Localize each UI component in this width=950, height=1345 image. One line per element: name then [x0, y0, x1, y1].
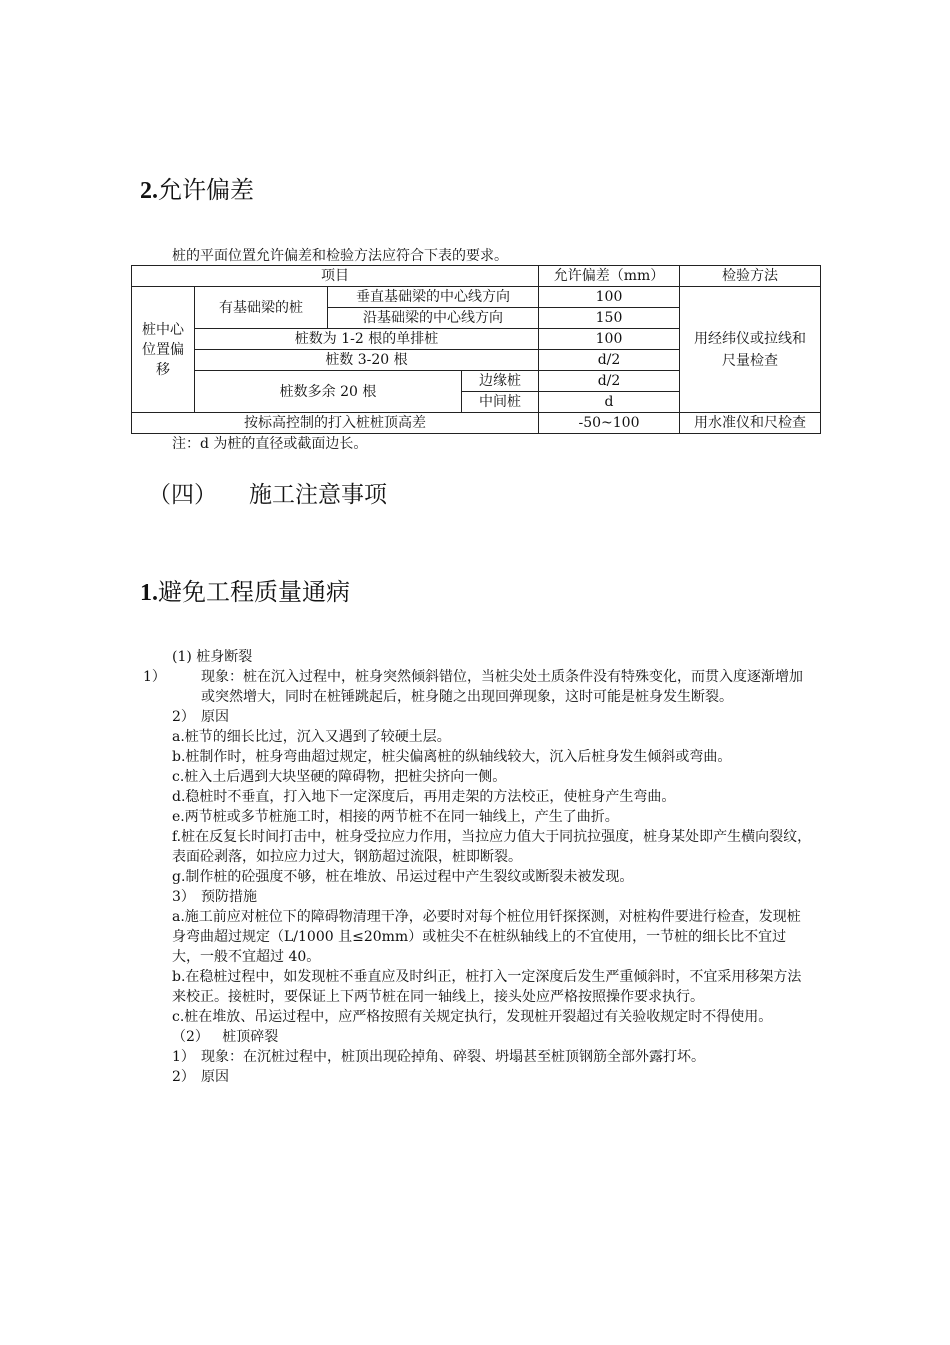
- method-level: 用水准仪和尺检查: [680, 413, 821, 434]
- header-item: 项目: [132, 266, 539, 287]
- prevention-a: a.施工前应对桩位下的障碍物清理干净，必要时对每个桩位用钎探探测，对桩构件要进行检查，发现桩身弯曲超过规定（L/1000 且≤20mm）或桩尖不在桩纵轴线上的不宜使用，一节桩的细长比不宜过大，一般不宜超过 40。: [172, 909, 801, 965]
- cell-middle-pile-value: d: [539, 392, 680, 413]
- cell-beam-along: 沿基础梁的中心线方向: [328, 308, 539, 329]
- sub-heading-head-crush: （2） 桩顶碎裂: [172, 1029, 279, 1045]
- prevention-c: c.桩在堆放、吊运过程中，应严格按照有关规定执行，发现桩开裂超过有关验收规定时不得使用。: [172, 1009, 773, 1025]
- list-text: 现象：在沉桩过程中，桩顶出现砼掉角、碎裂、坍塌甚至桩顶钢筋全部外露打坏。: [201, 1049, 705, 1065]
- body-content: [143, 647, 812, 1087]
- list-text: 现象：桩在沉入过程中，桩身突然倾斜错位，当桩尖处土质条件没有特殊变化，而贯入度逐渐增加或突然增大，同时在桩锤跳起后，桩身随之出现回弹现象，这时可能是桩身发生断裂。: [201, 669, 803, 705]
- cell-beam-perp-value: 100: [539, 287, 680, 308]
- list-number: 2）: [172, 1069, 195, 1085]
- cell-elevation-value: -50~100: [539, 413, 680, 434]
- list-text: 原因: [201, 1069, 229, 1085]
- cause-a: a.桩节的细长比过，沉入又遇到了较硬土层。: [172, 729, 451, 745]
- section-4-title: 施工注意事项: [249, 482, 387, 508]
- cell-middle-pile: 中间桩: [462, 392, 539, 413]
- cell-beam-perp: 垂直基础梁的中心线方向: [328, 287, 539, 308]
- list-number: 3）: [172, 889, 195, 905]
- heading-number: 1.: [140, 580, 158, 606]
- prevention-b: b.在稳桩过程中，如发现桩不垂直应及时纠正，桩打入一定深度后发生严重倾斜时，不宜采用移架方法来校正。接桩时，要保证上下两节桩在同一轴线上，接头处应严格按照操作要求执行。: [172, 969, 802, 1005]
- prevention-heading: [172, 887, 812, 907]
- cause-e: e.两节桩或多节桩施工时，相接的两节桩不在同一轴线上，产生了曲折。: [172, 809, 619, 825]
- table-note: 注：d 为桩的直径或截面边长。: [172, 436, 368, 452]
- cause-g: g.制作桩的砼强度不够，桩在堆放、吊运过程中产生裂纹或断裂未被发现。: [172, 869, 634, 885]
- heading-text: 允许偏差: [158, 176, 254, 204]
- list-text: 预防措施: [201, 889, 257, 905]
- cell-over-20: 桩数多余 20 根: [195, 371, 462, 413]
- table-intro: 桩的平面位置允许偏差和检验方法应符合下表的要求。: [172, 248, 508, 264]
- cause-heading-1: [172, 707, 812, 727]
- cell-edge-pile: 边缘桩: [462, 371, 539, 392]
- header-tolerance: 允许偏差（mm）: [539, 266, 680, 287]
- phenomenon-1: [143, 667, 812, 707]
- cell-elevation: 按标高控制的打入桩桩顶高差: [132, 413, 539, 434]
- cause-f: f.桩在反复长时间打击中，桩身受拉应力作用，当拉应力值大于同抗拉强度，桩身某处即产生横向裂纹，表面砼剥落，如拉应力过大，钢筋超过流限，桩即断裂。: [172, 829, 812, 865]
- cause-d: d.稳桩时不垂直，打入地下一定深度后，再用走架的方法校正，使桩身产生弯曲。: [172, 789, 676, 805]
- cell-single-row-value: 100: [539, 329, 680, 350]
- tolerance-table: [131, 265, 821, 434]
- cause-b: b.桩制作时，桩身弯曲超过规定，桩尖偏离桩的纵轴线较大，沉入后桩身发生倾斜或弯曲。: [172, 749, 732, 765]
- list-number: 1）: [172, 1049, 195, 1065]
- list-number: 2）: [172, 709, 195, 725]
- section-heading-defects: [140, 572, 350, 607]
- heading-number: 2.: [140, 178, 158, 204]
- section-heading-tolerance: [140, 170, 254, 205]
- list-number: 1）: [143, 669, 166, 685]
- cell-edge-pile-value: d/2: [539, 371, 680, 392]
- cell-3-20: 桩数 3-20 根: [195, 350, 539, 371]
- cause-c: c.桩入土后遇到大块坚硬的障碍物，把桩尖挤向一侧。: [172, 769, 507, 785]
- heading-text: 避免工程质量通病: [158, 578, 350, 606]
- cell-beam-along-value: 150: [539, 308, 680, 329]
- cell-beam-pile: 有基础梁的桩: [195, 287, 328, 329]
- cause-heading-2: [172, 1067, 812, 1087]
- section-4-number: （四）: [148, 482, 217, 508]
- phenomenon-2: [172, 1047, 812, 1067]
- list-text: 原因: [201, 709, 229, 725]
- section-4-heading: [148, 476, 387, 509]
- group-label: 桩中心位置偏移: [132, 287, 195, 413]
- header-method: 检验方法: [680, 266, 821, 287]
- method-theodolite: 用经纬仪或拉线和尺量检查: [680, 287, 821, 413]
- sub-heading-fracture: (1) 桩身断裂: [172, 649, 253, 665]
- cell-single-row: 桩数为 1-2 根的单排桩: [195, 329, 539, 350]
- cell-3-20-value: d/2: [539, 350, 680, 371]
